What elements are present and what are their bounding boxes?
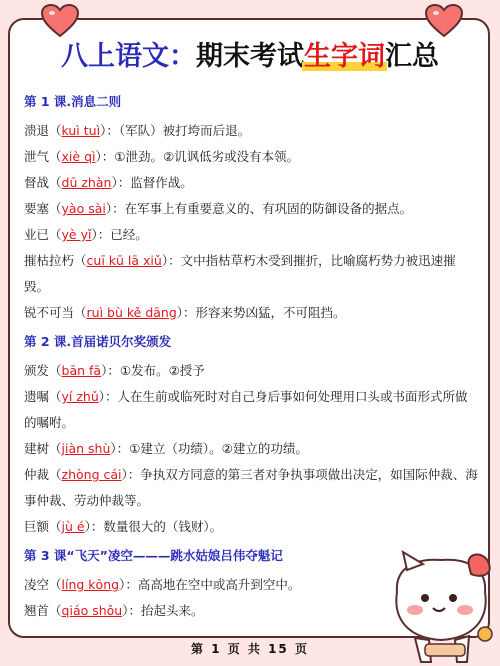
heart-icon — [40, 3, 80, 39]
vocab-entry: 要塞（yào sài）：在军事上有重要意义的、有巩固的防御设备的据点。 — [24, 201, 413, 216]
vocab-entry: 遗嘱（yí zhǔ）：人在生前或临死时对自己身后事如何处理用口头或书面形式所做的嘱咐。 — [24, 389, 468, 430]
vocab-pinyin: jiàn shù — [61, 441, 111, 456]
vocab-word: 督战 — [24, 175, 50, 190]
vocab-entry: 巨额（jù é）：数量很大的（钱财）。 — [24, 519, 223, 534]
vocab-word: 溃退 — [24, 123, 50, 138]
title-highlight: 生字词 — [304, 41, 385, 72]
vocab-definition: ：（军队）被打垮而后退。 — [106, 123, 251, 138]
vocab-entry: 仲裁（zhòng cái）：争执双方同意的第三者对争执事项做出决定，如国际仲裁、海事仲裁、劳动仲裁等。 — [24, 467, 478, 508]
vocab-definition: ：人在生前或临死时对自己身后事如何处理用口头或书面形式所做的嘱咐。 — [24, 389, 468, 430]
title-part-1: 八上语文： — [61, 41, 196, 72]
vocab-pinyin: qiáo shǒu — [61, 603, 123, 618]
vocab-definition: ：①发布。②授予 — [107, 363, 205, 378]
vocab-entry: 翘首（qiáo shǒu）：抬起头来。 — [24, 603, 204, 618]
vocab-definition: ：争执双方同意的第三者对争执事项做出决定，如国际仲裁、海事仲裁、劳动仲裁等。 — [24, 467, 478, 508]
vocab-pinyin: xiè qì — [61, 149, 96, 164]
vocab-entry: 建树（jiàn shù）：①建立（功绩）。②建立的功绩。 — [24, 441, 308, 456]
vocab-word: 仲裁 — [24, 467, 50, 482]
vocab-word: 巨额 — [24, 519, 50, 534]
vocab-definition: ：高高地在空中或高升到空中。 — [125, 577, 301, 592]
vocab-pinyin: yè yǐ — [61, 227, 92, 242]
vocab-word: 泄气 — [24, 149, 50, 164]
vocab-word: 建树 — [24, 441, 50, 456]
vocab-pinyin: jù é — [61, 519, 85, 534]
vocab-word: 凌空 — [24, 577, 50, 592]
vocab-pinyin: dū zhàn — [61, 175, 112, 190]
vocab-pinyin: ruì bù kě dāng — [86, 305, 177, 320]
vocab-entry: 业已（yè yǐ）：已经。 — [24, 227, 148, 242]
vocab-pinyin: bān fā — [61, 363, 102, 378]
heart-icon — [424, 3, 464, 39]
vocab-definition: ：形容来势凶猛，不可阻挡。 — [183, 305, 346, 320]
vocab-definition: ：文中指枯草朽木受到摧折，比喻腐朽势力被迅速摧毁。 — [24, 253, 456, 294]
vocab-definition: ：①建立（功绩）。②建立的功绩。 — [116, 441, 308, 456]
vocab-pinyin: yào sài — [61, 201, 106, 216]
vocab-word: 要塞 — [24, 201, 50, 216]
vocab-entry: 颁发（bān fā）：①发布。②授予 — [24, 363, 205, 378]
vocab-definition: ：①泄劲。②讥讽低劣或没有本领。 — [101, 149, 300, 164]
cat-mascot-icon — [385, 548, 497, 664]
lesson-heading: 第 3 课“飞天”凌空———跳水姑娘吕伟夺魁记 — [24, 548, 283, 563]
vocab-word: 翘首 — [24, 603, 50, 618]
vocab-entry: 锐不可当（ruì bù kě dāng）：形容来势凶猛，不可阻挡。 — [24, 305, 346, 320]
vocab-entry: 泄气（xiè qì）：①泄劲。②讥讽低劣或没有本领。 — [24, 149, 300, 164]
title-part-4: 汇总 — [385, 41, 439, 72]
vocab-word: 锐不可当 — [24, 305, 75, 320]
vocab-entry: 溃退（kuì tuì）：（军队）被打垮而后退。 — [24, 123, 251, 138]
vocab-pinyin: cuī kū lā xiǔ — [86, 253, 162, 268]
vocab-definition: ：抬起头来。 — [128, 603, 204, 618]
page-title — [0, 40, 500, 74]
vocab-word: 摧枯拉朽 — [24, 253, 75, 268]
vocab-pinyin: yí zhǔ — [61, 389, 99, 404]
page-footer: 第 1 页 共 15 页 — [191, 642, 309, 656]
vocab-word: 颁发 — [24, 363, 50, 378]
vocab-definition: ：数量很大的（钱财）。 — [90, 519, 223, 534]
vocab-definition: ：已经。 — [97, 227, 148, 242]
vocab-pinyin: kuì tuì — [61, 123, 101, 138]
vocab-word: 遗嘱 — [24, 389, 50, 404]
vocab-pinyin: líng kōng — [61, 577, 120, 592]
vocab-entry: 督战（dū zhàn）：监督作战。 — [24, 175, 193, 190]
lesson-heading: 第 2 课.首届诺贝尔奖颁发 — [24, 334, 172, 349]
vocab-entry: 摧枯拉朽（cuī kū lā xiǔ）：文中指枯草朽木受到摧折，比喻腐朽势力被迅速摧毁。 — [24, 253, 456, 294]
vocab-pinyin: zhòng cái — [61, 467, 122, 482]
vocab-definition: ：在军事上有重要意义的、有巩固的防御设备的据点。 — [112, 201, 413, 216]
vocab-word: 业已 — [24, 227, 50, 242]
title-part-2: 期末考试 — [196, 41, 304, 72]
vocab-definition: ：监督作战。 — [117, 175, 193, 190]
vocab-entry: 凌空（líng kōng）：高高地在空中或高升到空中。 — [24, 577, 301, 592]
lesson-heading: 第 1 课.消息二则 — [24, 94, 122, 109]
